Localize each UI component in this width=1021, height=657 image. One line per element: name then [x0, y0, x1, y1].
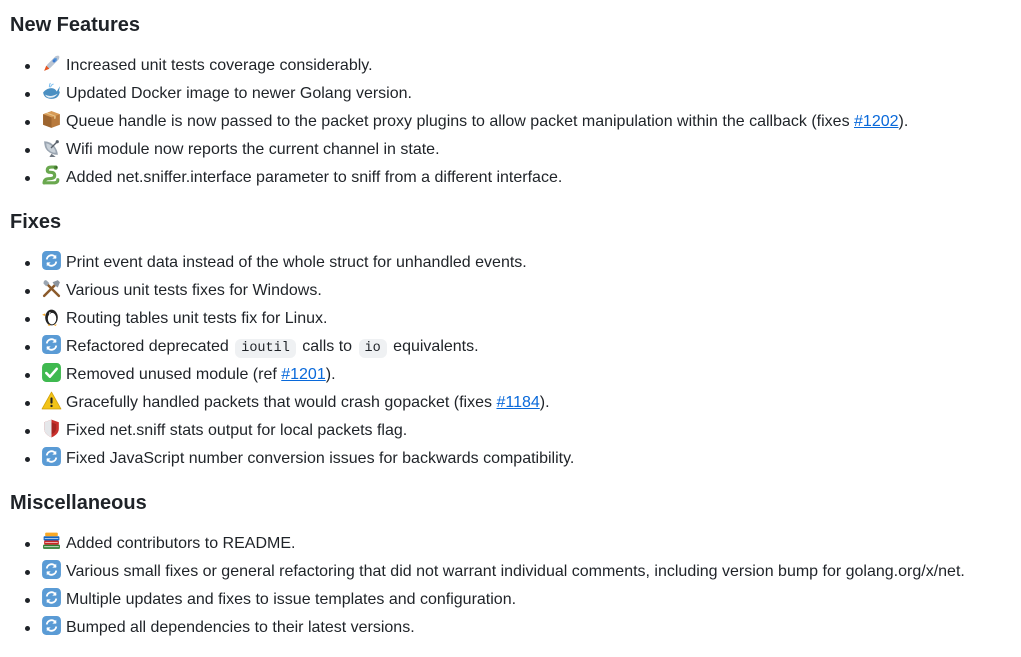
item-text: Added net.sniffer.interface parameter to sniff from a different interface. [66, 169, 563, 186]
bullet [25, 317, 30, 322]
bullet [25, 148, 30, 153]
package-icon [41, 109, 62, 130]
refresh-icon [41, 334, 62, 355]
section-title: Miscellaneous [10, 492, 147, 514]
whale-icon [41, 81, 62, 102]
misc-list [10, 530, 1011, 642]
list-item [10, 530, 1011, 558]
list-item [10, 164, 1011, 192]
item-text: Increased unit tests coverage considerably. [66, 57, 373, 74]
item-text: Wifi module now reports the current channel in state. [66, 141, 440, 158]
item-text-suffix: ). [539, 394, 550, 411]
item-text-suffix: ). [898, 113, 909, 130]
bullet [25, 570, 30, 575]
item-text: Multiple updates and fixes to issue templates and configuration. [66, 591, 517, 608]
bullet [25, 120, 30, 125]
item-text: Routing tables unit tests fix for Linux. [66, 310, 328, 327]
snake-icon [41, 165, 62, 186]
item-text: Fixed JavaScript number conversion issues for backwards compatibility. [66, 450, 575, 467]
list-item [10, 445, 1011, 473]
code-ioutil: ioutil [235, 339, 296, 358]
shield-icon [41, 418, 62, 439]
section-title: Fixes [10, 211, 62, 233]
bullet [25, 626, 30, 631]
bullet [25, 176, 30, 181]
item-text: Removed unused module (ref [66, 366, 282, 383]
issue-link-1201[interactable]: #1201 [281, 366, 326, 383]
list-item [10, 614, 1011, 642]
item-text: Print event data instead of the whole struct for unhandled events. [66, 254, 527, 271]
item-text: Refactored deprecated [66, 338, 234, 355]
list-item [10, 136, 1011, 164]
item-text: Added contributors to README. [66, 535, 296, 552]
bullet [25, 64, 30, 69]
tools-icon [41, 278, 62, 299]
bullet [25, 373, 30, 378]
item-text: Queue handle is now passed to the packet proxy plugins to allow packet manipulation within the callback (fixes [66, 113, 855, 130]
bullet [25, 598, 30, 603]
item-text: Various unit tests fixes for Windows. [66, 282, 322, 299]
code-io: io [359, 339, 387, 358]
item-text-middle: calls to [297, 338, 357, 355]
item-text: Various small fixes or general refactoring that did not warrant individual comments, including version bump for golang.org/x/net. [66, 563, 965, 580]
refresh-icon [41, 559, 62, 580]
item-text: Fixed net.sniff stats output for local packets flag. [66, 422, 408, 439]
refresh-icon [41, 446, 62, 467]
list-item [10, 249, 1011, 277]
item-text: Updated Docker image to newer Golang version. [66, 85, 412, 102]
books-icon [41, 531, 62, 552]
issue-link-1202[interactable]: #1202 [854, 113, 899, 130]
section-title: New Features [10, 14, 141, 36]
list-item [10, 80, 1011, 108]
list-item [10, 558, 1011, 586]
bullet [25, 92, 30, 97]
section-fixes [10, 209, 1011, 473]
fixes-list [10, 249, 1011, 473]
list-item [10, 361, 1011, 389]
item-text: Bumped all dependencies to their latest versions. [66, 619, 415, 636]
list-item [10, 305, 1011, 333]
bullet [25, 457, 30, 462]
list-item [10, 52, 1011, 80]
section-new-features [10, 12, 1011, 192]
warning-icon [41, 390, 62, 411]
list-item [10, 389, 1011, 417]
refresh-icon [41, 250, 62, 271]
list-item [10, 586, 1011, 614]
bullet [25, 401, 30, 406]
item-text-suffix: ). [325, 366, 336, 383]
list-item [10, 333, 1011, 361]
refresh-icon [41, 615, 62, 636]
item-text-suffix: equivalents. [388, 338, 479, 355]
list-item [10, 277, 1011, 305]
list-item [10, 417, 1011, 445]
rocket-icon [41, 53, 62, 74]
bullet [25, 429, 30, 434]
feature-list [10, 52, 1011, 192]
penguin-icon [41, 306, 62, 327]
item-text: Gracefully handled packets that would crash gopacket (fixes [66, 394, 497, 411]
satellite-antenna-icon [41, 137, 62, 158]
bullet [25, 542, 30, 547]
bullet [25, 289, 30, 294]
bullet [25, 261, 30, 266]
refresh-icon [41, 587, 62, 608]
list-item [10, 108, 1011, 136]
bullet [25, 345, 30, 350]
check-mark-icon [41, 362, 62, 383]
section-misc [10, 490, 1011, 642]
issue-link-1184[interactable]: #1184 [496, 394, 540, 411]
